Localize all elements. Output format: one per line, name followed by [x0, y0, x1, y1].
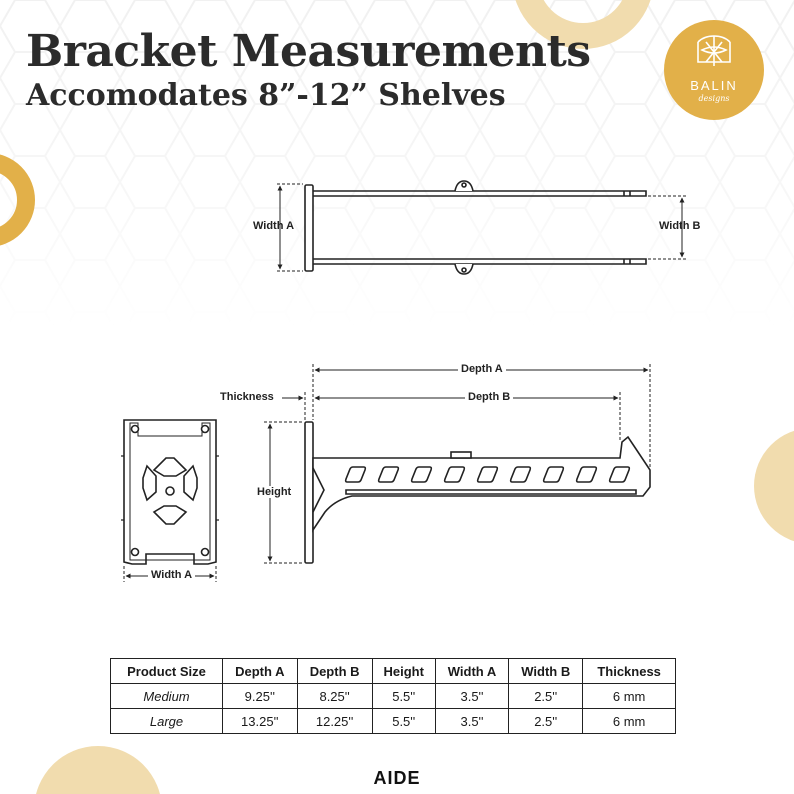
label-depth-a: Depth A	[458, 363, 506, 375]
col-header-product-size: Product Size	[111, 659, 223, 684]
table-cell: 5.5''	[372, 709, 435, 734]
top-view	[305, 181, 646, 274]
side-view	[305, 422, 650, 563]
table-cell: 12.25''	[297, 709, 372, 734]
table-row	[111, 684, 676, 709]
page-title: Bracket Measurements	[26, 26, 591, 77]
table-row	[111, 709, 676, 734]
table-cell: 5.5''	[372, 684, 435, 709]
product-name: AIDE	[373, 768, 421, 788]
specs-table	[110, 658, 676, 734]
table-cell: 2.5''	[509, 709, 583, 734]
plate-view	[121, 420, 219, 564]
page-subtitle: Accomodates 8”-12” Shelves	[26, 78, 506, 113]
table-cell: 13.25''	[223, 709, 298, 734]
label-thickness: Thickness	[220, 391, 274, 403]
brand-name: BALIN	[690, 78, 738, 93]
col-header-thickness: Thickness	[583, 659, 676, 684]
table-cell: 9.25''	[223, 684, 298, 709]
label-height: Height	[257, 486, 292, 498]
table-cell: 3.5''	[435, 684, 508, 709]
table-cell: Large	[111, 709, 223, 734]
table-cell: Medium	[111, 684, 223, 709]
table-cell: 6 mm	[583, 684, 676, 709]
col-header-depth-b: Depth B	[297, 659, 372, 684]
top-view-dimensions	[277, 184, 686, 271]
table-header-row	[111, 659, 676, 684]
label-depth-b: Depth B	[465, 391, 513, 403]
col-header-height: Height	[372, 659, 435, 684]
table-cell: 3.5''	[435, 709, 508, 734]
label-width-a-plate: Width A	[148, 569, 195, 581]
label-width-a-top: Width A	[253, 220, 295, 232]
col-header-width-a: Width A	[435, 659, 508, 684]
col-header-width-b: Width B	[509, 659, 583, 684]
label-width-b: Width B	[659, 220, 701, 232]
side-view-slots	[346, 467, 630, 482]
brand-tagline: designs	[698, 94, 730, 103]
table-cell: 8.25''	[297, 684, 372, 709]
table-cell: 2.5''	[509, 684, 583, 709]
col-header-depth-a: Depth A	[223, 659, 298, 684]
table-cell: 6 mm	[583, 709, 676, 734]
